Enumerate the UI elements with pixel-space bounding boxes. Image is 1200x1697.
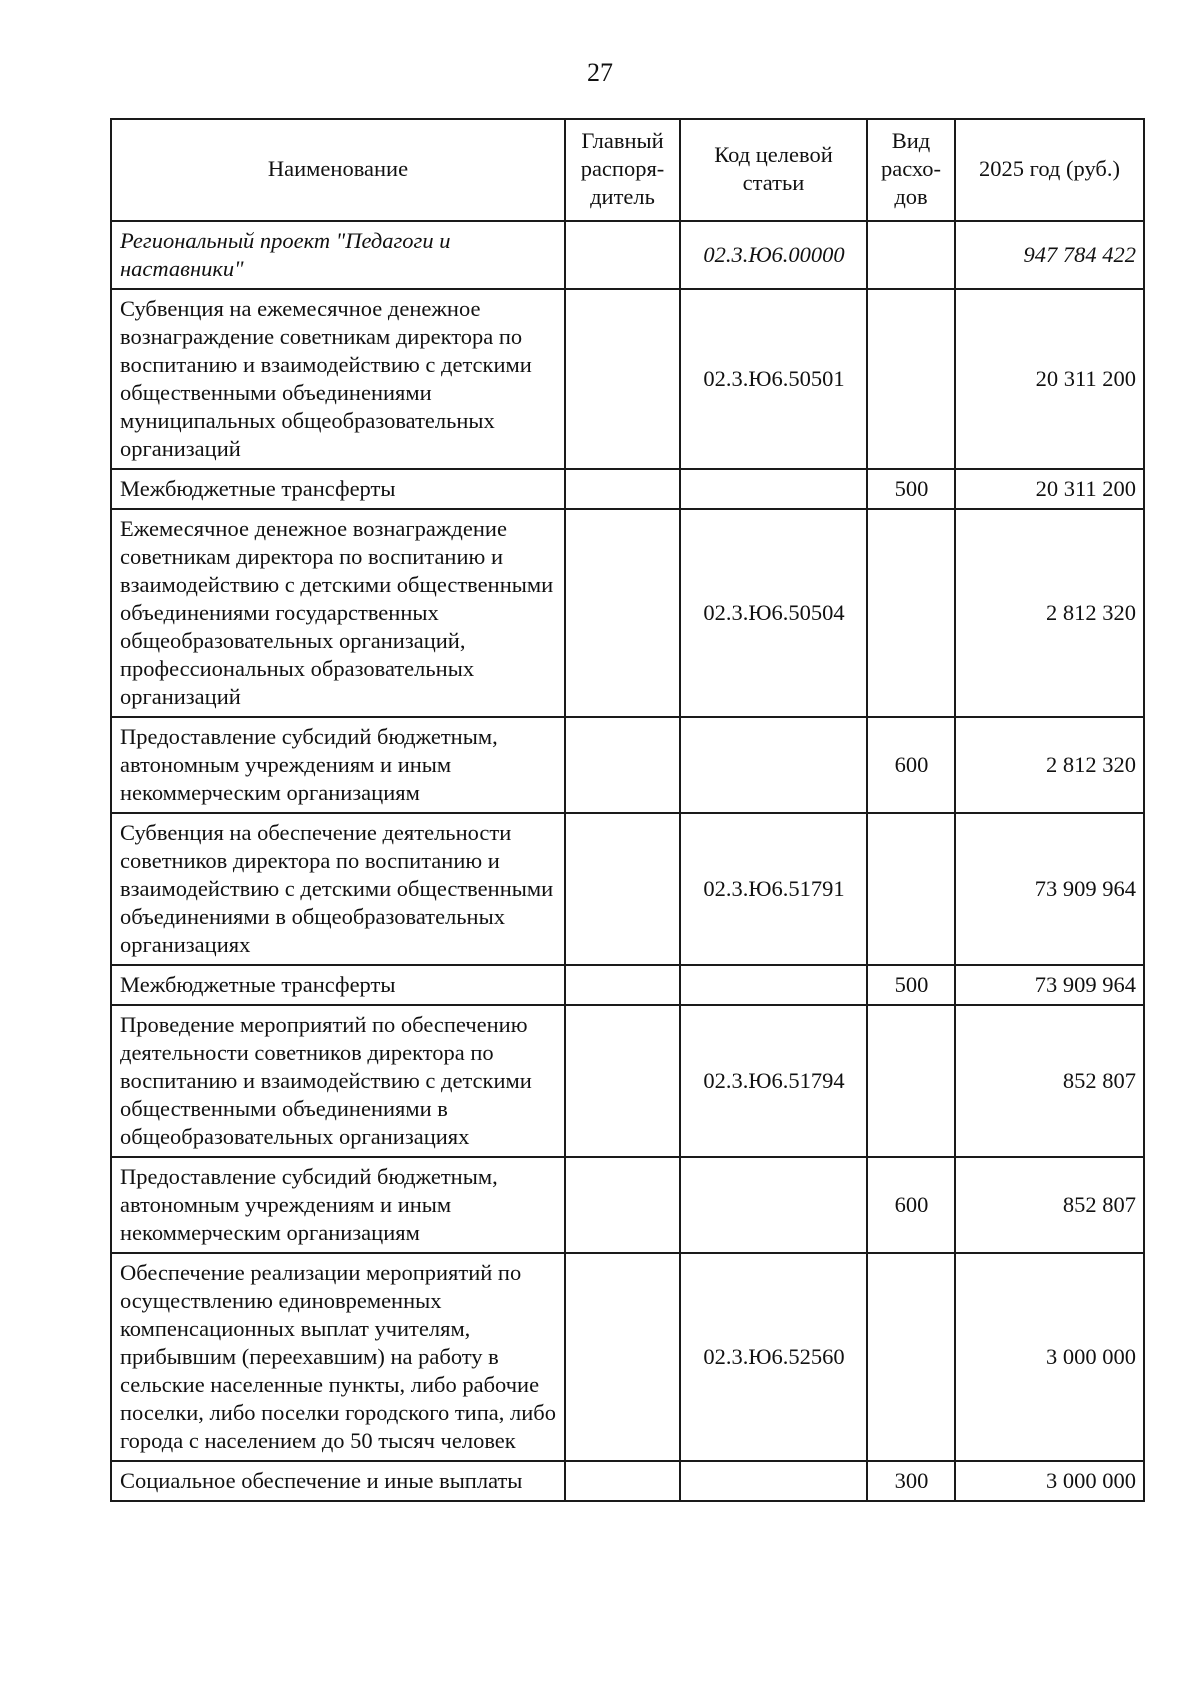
- cell-expense-type: 500: [867, 965, 955, 1005]
- cell-amount: 73 909 964: [955, 813, 1144, 965]
- cell-manager: [565, 1461, 680, 1501]
- cell-manager: [565, 965, 680, 1005]
- cell-name: Обеспечение реализации мероприятий по осуществлению единовременных компенсационных выплат учителям, прибывшим (переехавшим) на работу в сельские населенные пункты, либо рабочие поселки, либо поселки городского типа, либо города с населением до 50 тысяч человек: [111, 1253, 565, 1461]
- header-expense-type: Вид расхо-дов: [867, 119, 955, 221]
- cell-name: Субвенция на ежемесячное денежное вознаграждение советникам директора по воспитанию и взаимодействию с детскими общественными объединениями муниципальных общеобразовательных организаций: [111, 289, 565, 469]
- cell-name: Межбюджетные трансферты: [111, 965, 565, 1005]
- cell-amount: 947 784 422: [955, 221, 1144, 289]
- cell-amount: 2 812 320: [955, 509, 1144, 717]
- cell-expense-type: [867, 221, 955, 289]
- cell-name: Предоставление субсидий бюджетным, автономным учреждениям и иным некоммерческим организациям: [111, 717, 565, 813]
- table-row: [111, 469, 1144, 509]
- table-row: [111, 289, 1144, 469]
- cell-target-code: 02.3.Ю6.52560: [680, 1253, 867, 1461]
- cell-amount: 3 000 000: [955, 1461, 1144, 1501]
- cell-amount: 852 807: [955, 1005, 1144, 1157]
- cell-manager: [565, 1253, 680, 1461]
- cell-expense-type: 500: [867, 469, 955, 509]
- header-target-code: Код целевой статьи: [680, 119, 867, 221]
- cell-manager: [565, 469, 680, 509]
- table-row: [111, 509, 1144, 717]
- header-amount: 2025 год (руб.): [955, 119, 1144, 221]
- cell-amount: 20 311 200: [955, 469, 1144, 509]
- cell-manager: [565, 813, 680, 965]
- cell-expense-type: [867, 1253, 955, 1461]
- cell-expense-type: 300: [867, 1461, 955, 1501]
- cell-manager: [565, 1157, 680, 1253]
- cell-target-code: [680, 469, 867, 509]
- cell-target-code: [680, 717, 867, 813]
- budget-table: [110, 118, 1145, 1502]
- cell-expense-type: [867, 813, 955, 965]
- cell-manager: [565, 717, 680, 813]
- cell-name: Предоставление субсидий бюджетным, автономным учреждениям и иным некоммерческим организациям: [111, 1157, 565, 1253]
- cell-manager: [565, 221, 680, 289]
- cell-target-code: 02.3.Ю6.50501: [680, 289, 867, 469]
- table-row: [111, 965, 1144, 1005]
- table-row: [111, 1461, 1144, 1501]
- table-row: [111, 717, 1144, 813]
- cell-amount: 73 909 964: [955, 965, 1144, 1005]
- table-row: [111, 813, 1144, 965]
- cell-amount: 852 807: [955, 1157, 1144, 1253]
- cell-target-code: 02.3.Ю6.51794: [680, 1005, 867, 1157]
- cell-expense-type: [867, 289, 955, 469]
- header-name: Наименование: [111, 119, 565, 221]
- cell-expense-type: [867, 1005, 955, 1157]
- cell-manager: [565, 289, 680, 469]
- cell-target-code: 02.3.Ю6.50504: [680, 509, 867, 717]
- cell-name: Ежемесячное денежное вознаграждение советникам директора по воспитанию и взаимодействию с детскими общественными объединениями государственных общеобразовательных организаций, профессиональных образовательных организаций: [111, 509, 565, 717]
- page-number: 27: [587, 58, 613, 87]
- cell-target-code: [680, 1157, 867, 1253]
- table-row: [111, 221, 1144, 289]
- cell-amount: 2 812 320: [955, 717, 1144, 813]
- cell-target-code: 02.3.Ю6.51791: [680, 813, 867, 965]
- cell-expense-type: 600: [867, 717, 955, 813]
- table-row: [111, 1253, 1144, 1461]
- header-manager: Главный распоря-дитель: [565, 119, 680, 221]
- cell-target-code: [680, 1461, 867, 1501]
- cell-expense-type: [867, 509, 955, 717]
- table-body: [111, 221, 1144, 1501]
- table-row: [111, 1157, 1144, 1253]
- cell-name: Региональный проект "Педагоги и наставники": [111, 221, 565, 289]
- cell-manager: [565, 1005, 680, 1157]
- cell-target-code: [680, 965, 867, 1005]
- cell-name: Проведение мероприятий по обеспечению деятельности советников директора по воспитанию и взаимодействию с детскими общественными объединениями в общеобразовательных организациях: [111, 1005, 565, 1157]
- table-row: [111, 1005, 1144, 1157]
- table-header-row: [111, 119, 1144, 221]
- cell-amount: 3 000 000: [955, 1253, 1144, 1461]
- cell-expense-type: 600: [867, 1157, 955, 1253]
- cell-manager: [565, 509, 680, 717]
- cell-name: Межбюджетные трансферты: [111, 469, 565, 509]
- cell-name: Субвенция на обеспечение деятельности советников директора по воспитанию и взаимодействию с детскими общественными объединениями в общеобразовательных организациях: [111, 813, 565, 965]
- cell-target-code: 02.3.Ю6.00000: [680, 221, 867, 289]
- cell-amount: 20 311 200: [955, 289, 1144, 469]
- cell-name: Социальное обеспечение и иные выплаты: [111, 1461, 565, 1501]
